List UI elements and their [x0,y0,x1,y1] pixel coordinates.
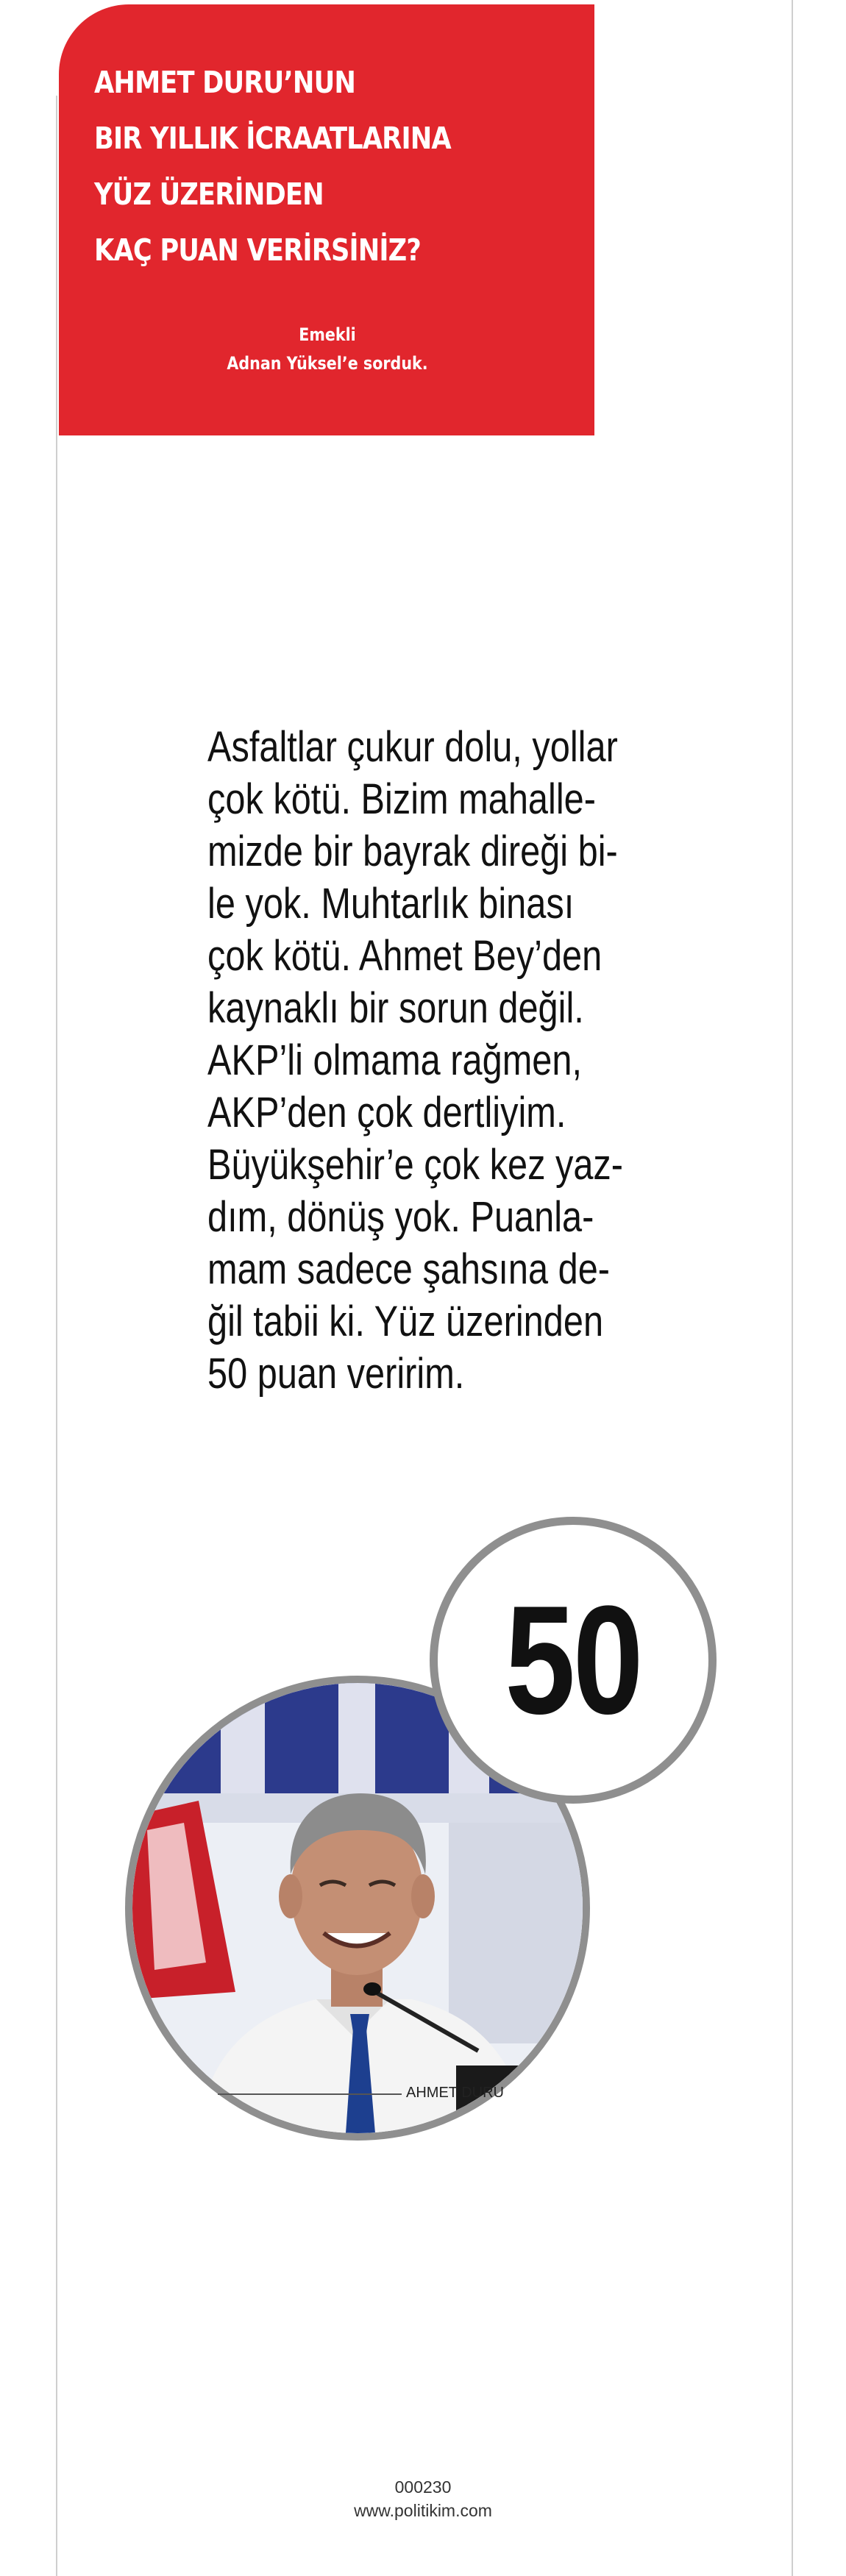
quote-line: AKP’li olmama rağmen, [207,1036,583,1084]
footer-code: 000230 [394,2477,452,2497]
photo-caption: AHMET DURU [406,2085,504,2101]
score-value: 50 [505,1573,641,1746]
headline [94,54,499,278]
byline-attribution: Adnan Yüksel’e sorduk. [227,353,428,374]
caption-divider [218,2093,402,2095]
headline-line: AHMET DURU’NUN [94,65,355,100]
footer-website: www.politikim.com [354,2501,492,2520]
quote-line: dım, dönüş yok. Puanla- [207,1193,594,1241]
left-column-rule [56,96,57,2576]
quote-line: çok kötü. Ahmet Bey’den [207,932,602,980]
headline-line: YÜZ ÜZERİNDEN [94,177,324,212]
quote-line: 50 puan veririm. [207,1350,465,1398]
quote-line: mam sadece şahsına de- [207,1245,611,1293]
byline [135,321,521,378]
quote-line: Büyükşehir’e çok kez yaz- [207,1141,624,1189]
quote-line: AKP’den çok dertliyim. [207,1089,566,1136]
headline-line: KAÇ PUAN VERİRSİNİZ? [94,232,421,268]
quote-text [207,721,640,1400]
right-column-rule [792,0,793,2576]
quote-line: ğil tabii ki. Yüz üzerinden [207,1298,604,1345]
quote-line: le yok. Muhtarlık binası [207,880,575,928]
byline-role: Emekli [299,324,356,345]
score-badge [430,1517,717,1804]
quote-line: Asfaltlar çukur dolu, yollar [207,723,618,771]
quote-line: kaynaklı bir sorun değil. [207,984,584,1032]
footer [0,2475,846,2522]
quote-line: mizde bir bayrak direği bi- [207,828,618,875]
headline-line: BIR YILLIK İCRAATLARINA [94,121,451,156]
quote-line: çok kötü. Bizim mahalle- [207,775,596,823]
